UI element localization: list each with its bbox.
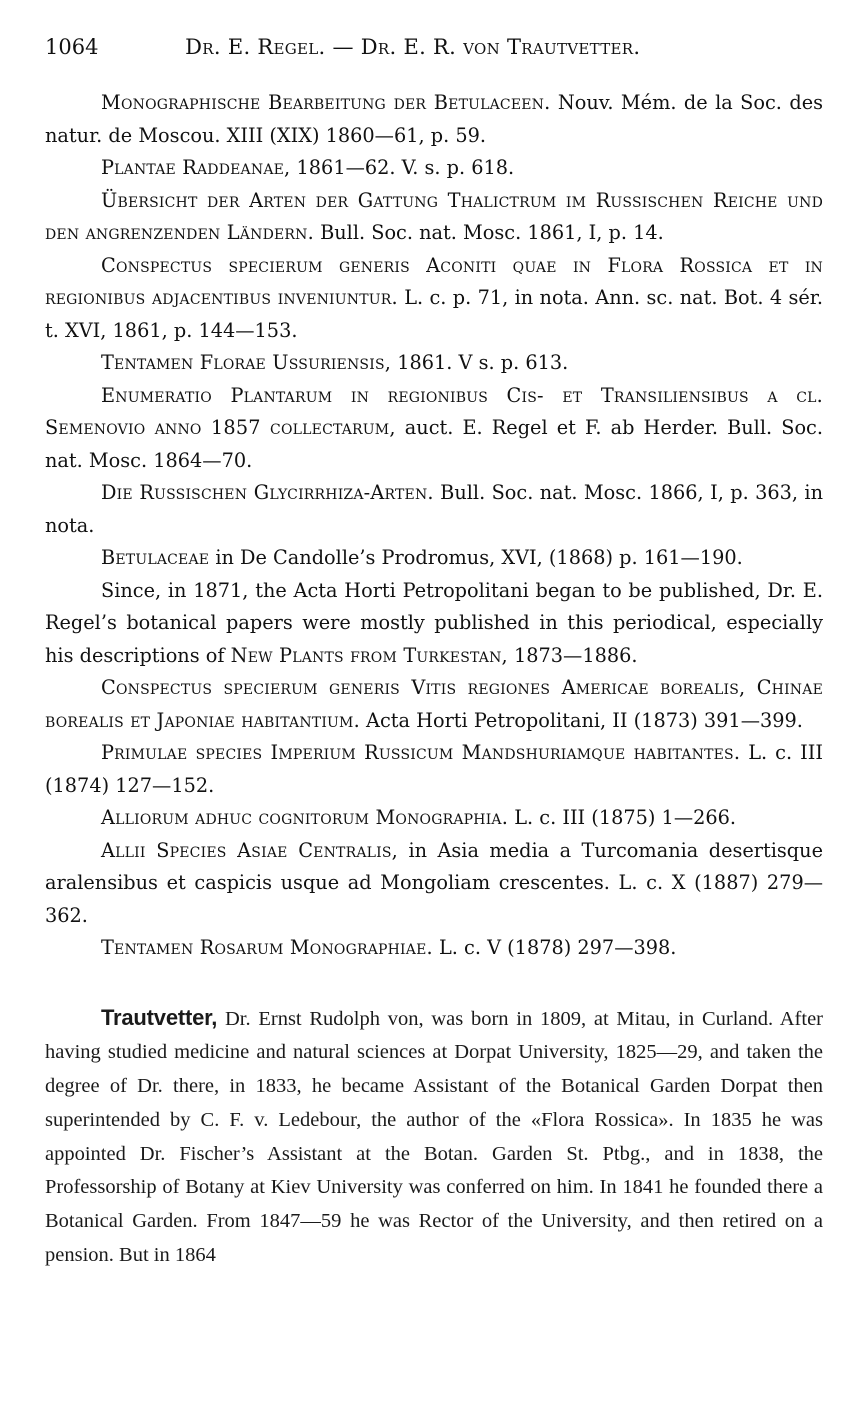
entry-title: Alliorum adhuc cognitorum Monographia.	[101, 806, 509, 829]
running-head	[45, 30, 823, 64]
bibliography-entry	[45, 737, 823, 802]
entry-title: Übersicht der Arten der Gattung Thalictrum im Russischen Reiche und den angrenzenden Ländern.	[45, 188, 823, 244]
page	[45, 30, 823, 1293]
biography-paragraph	[45, 1001, 823, 1273]
entry-title: Betulaceae	[101, 546, 210, 569]
entry-title: Enumeratio Plantarum in regionibus Cis- et Transiliensibus a cl. Semenovio anno 1857 collectarum,	[45, 383, 823, 439]
page-number: 1064	[45, 35, 99, 59]
bibliography-entry	[45, 932, 823, 965]
entry-title: Allii Species Asiae Centralis,	[101, 838, 398, 862]
bibliography-entry	[45, 347, 823, 380]
biography-name: Trautvetter,	[101, 1004, 218, 1030]
entry-citation: 1873—1886.	[507, 643, 638, 667]
entry-title: Tentamen Florae Ussuriensis,	[101, 351, 392, 374]
bibliography-entry	[45, 802, 823, 835]
entry-title: Conspectus specierum generis Vitis regiones Americae borealis, Chinae borealis et Japoniae habitantium.	[45, 676, 823, 732]
entry-citation: 1861—62. V. s. p. 618.	[290, 156, 515, 179]
entry-citation: L. c. III (1874) 127—152.	[45, 741, 823, 797]
entry-citation: Bull. Soc. nat. Mosc. 1861, I, p. 14.	[313, 221, 664, 244]
paragraph-text: Since, in 1871, the Acta Horti Petropolitani began to be published, Dr. E. Regel’s botanical papers were mostly published in this periodical, especially his descriptions of	[45, 578, 823, 667]
entry-citation: L. c. p. 71, in nota. Ann. sc. nat. Bot. 4 sér. t. XVI, 1861, p. 144—153.	[45, 286, 823, 342]
bibliography-list	[45, 87, 823, 965]
entry-citation: Nouv. Mém. de la Soc. des natur. de Moscou. XIII (XIX) 1860—61, p. 59.	[45, 91, 824, 147]
entry-citation: in De Candolle’s Prodromus, XVI, (1868) p. 161—190.	[209, 546, 743, 569]
entry-title: Plantae Raddeanae,	[101, 156, 291, 179]
entry-title: Monographische Bearbeitung der Betulaceen.	[101, 91, 551, 114]
entry-citation: Bull. Soc. nat. Mosc. 1866, I, p. 363, in nota.	[45, 481, 824, 537]
bibliography-entry	[45, 835, 823, 933]
bibliography-entry	[45, 152, 823, 185]
entry-citation: auct. E. Regel et F. ab Herder. Bull. Soc. nat. Mosc. 1864—70.	[45, 416, 823, 472]
entry-title: Die Russischen Glycirrhiza-Arten.	[101, 481, 434, 504]
entry-title: Primulae species Imperium Russicum Mandshuriamque habitantes.	[101, 741, 741, 764]
bibliography-entry	[45, 542, 823, 575]
entry-citation: 1861. V s. p. 613.	[391, 351, 569, 374]
acta-horti-paragraph	[45, 575, 823, 673]
entry-title: Conspectus specierum generis Aconiti quae in Flora Rossica et in regionibus adjacentibus inveniuntur.	[45, 253, 823, 309]
running-head-title: Dr. E. Regel. — Dr. E. R. von Trautvetter.	[185, 35, 641, 59]
entry-title: Tentamen Rosarum Monographiae.	[101, 936, 433, 959]
entry-title: New Plants from Turkestan,	[230, 643, 508, 667]
entry-citation: L. c. V (1878) 297—398.	[432, 936, 677, 959]
bibliography-entry	[45, 380, 823, 478]
bibliography-entry	[45, 185, 823, 250]
bibliography-entry	[45, 672, 823, 737]
biography-text: Dr. Ernst Rudolph von, was born in 1809, at Mitau, in Curland. After having studied medicine and natural sciences at Dorpat University, 1825—29, and taken the degree of Dr. there, in 1833, he became Assistant of the Botanical Garden Dorpat then superintended by C. F. v. Ledebour, the author of the «Flora Rossica». In 1835 he was appointed Dr. Fischer’s Assistant at the Botan. Garden St. Ptbg., and in 1838, the Professorship of Botany at Kiev University was conferred on him. In 1841 he founded there a Botanical Garden. From 1847—59 he was Rector of the University, and then retired on a pension. But in 1864	[45, 1007, 823, 1267]
entry-citation: in Asia media a Turcomania desertisque aralensibus et caspicis usque ad Mongoliam crescentes. L. c. X (1887) 279—362.	[45, 838, 823, 927]
bibliography-entry	[45, 87, 823, 152]
bibliography-entry	[45, 477, 823, 542]
entry-citation: Acta Horti Petropolitani, II (1873) 391—399.	[359, 708, 803, 732]
entry-citation: L. c. III (1875) 1—266.	[508, 806, 737, 829]
bibliography-entry	[45, 250, 823, 348]
